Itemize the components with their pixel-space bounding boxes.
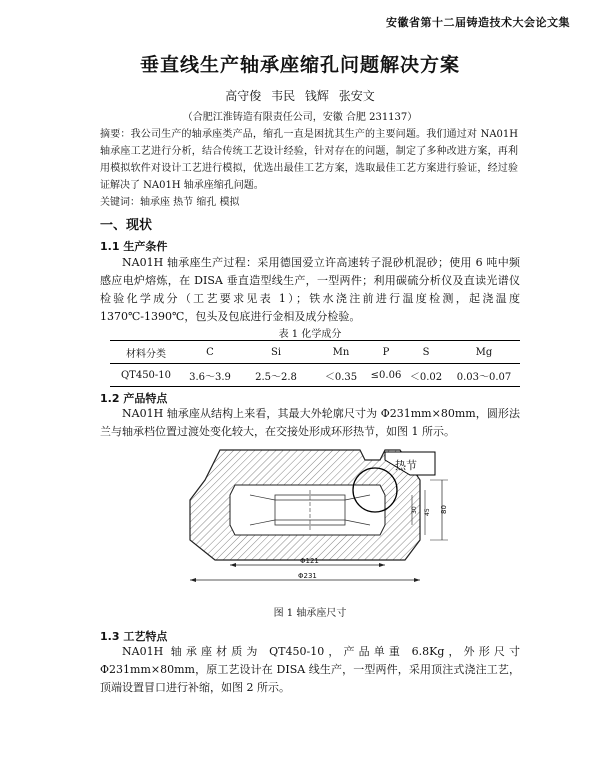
table-header-cell: P: [368, 341, 404, 364]
keywords: 关键词：轴承座 热节 缩孔 模拟: [100, 197, 240, 208]
subsection-product-features: 1.2 产品特点: [100, 392, 168, 405]
subsection-production-conditions: 1.1 生产条件: [100, 240, 168, 253]
production-conditions-text: NA01H 轴承座生产过程：采用德国爱立许高速转子混砂机混砂；使用 6 吨中频感应电炉熔炼，在 DISA 垂直造型线生产，一型两件；利用碳硫分析仪及直读光谱仪检验化学成分（工艺要求见表 1）；铁水浇注前进行温度检测，起浇温度 1370℃-1390℃，包头及包底进行金相及成分检验。: [100, 256, 520, 323]
table-cell: ＜0.35: [314, 364, 368, 387]
hot-spot-label: 热节: [395, 459, 417, 472]
inner-diameter-label: Φ121: [300, 557, 319, 565]
table-header-cell: Mn: [314, 341, 368, 364]
table-cell: 2.5～2.8: [238, 364, 314, 387]
table-header-cell: Si: [238, 341, 314, 364]
table-header-row: [110, 341, 520, 364]
figure-caption: 图 1 轴承座尺寸: [273, 608, 347, 619]
subsection-process-features: 1.3 工艺特点: [100, 630, 168, 643]
height-dimension-label: 80: [440, 505, 448, 514]
table-cell: QT450-10: [110, 364, 182, 387]
mid-dimension-label: 45: [424, 508, 431, 516]
proceedings-header: 安徽省第十二届铸造技术大会论文集: [386, 16, 570, 29]
table-cell: 3.6～3.9: [182, 364, 238, 387]
table-caption: 表 1 化学成分: [278, 329, 342, 340]
product-features-text: NA01H 轴承座从结构上来看，其最大外轮廓尺寸为 Φ231mm×80mm，圆形法兰与轴承档位置过渡处变化较大，在交接处形成环形热节，如图 1 所示。: [100, 407, 520, 438]
table-header-cell: S: [404, 341, 448, 364]
table-header-cell: 材料分类: [110, 341, 182, 364]
small-dimension-label: 30: [411, 506, 418, 514]
bearing-seat-drawing: [180, 440, 480, 600]
table-row: [110, 364, 520, 387]
section-heading-status: 一、现状: [100, 218, 153, 233]
abstract: 摘要：我公司生产的轴承座类产品，缩孔一直是困扰其生产的主要问题。我们通过对 NA01H 轴承座工艺进行分析，结合传统工艺设计经验，针对存在的问题，制定了多种改进方案，再利用模拟软件对设计工艺进行模拟，优选出最佳工艺方案，选取最佳工艺方案进行验证，经过验证解决了 NA01H 轴承座缩孔问题。: [100, 129, 518, 191]
outer-diameter-label: Φ231: [298, 572, 317, 580]
authors: 高守俊 韦民 钱辉 张安文: [225, 89, 375, 103]
table-cell: ＜0.02: [404, 364, 448, 387]
table-cell: 0.03～0.07: [448, 364, 520, 387]
part-outline: [190, 450, 420, 560]
chemical-composition-table: [110, 340, 520, 387]
paper-title: 垂直线生产轴承座缩孔问题解决方案: [139, 54, 460, 76]
affiliation: （合肥江淮铸造有限责任公司，安徽 合肥 231137）: [182, 112, 418, 123]
process-features-text: NA01H 轴承座材质为 QT450-10，产品单重 6.8Kg，外形尺寸 Φ231mm×80mm，原工艺设计在 DISA 线生产，一型两件，采用顶注式浇注工艺，顶端设置冒口进行补缩，如图 2 所示。: [100, 645, 520, 694]
table-cell: ≤0.06: [368, 364, 404, 387]
table-header-cell: C: [182, 341, 238, 364]
table-header-cell: Mg: [448, 341, 520, 364]
